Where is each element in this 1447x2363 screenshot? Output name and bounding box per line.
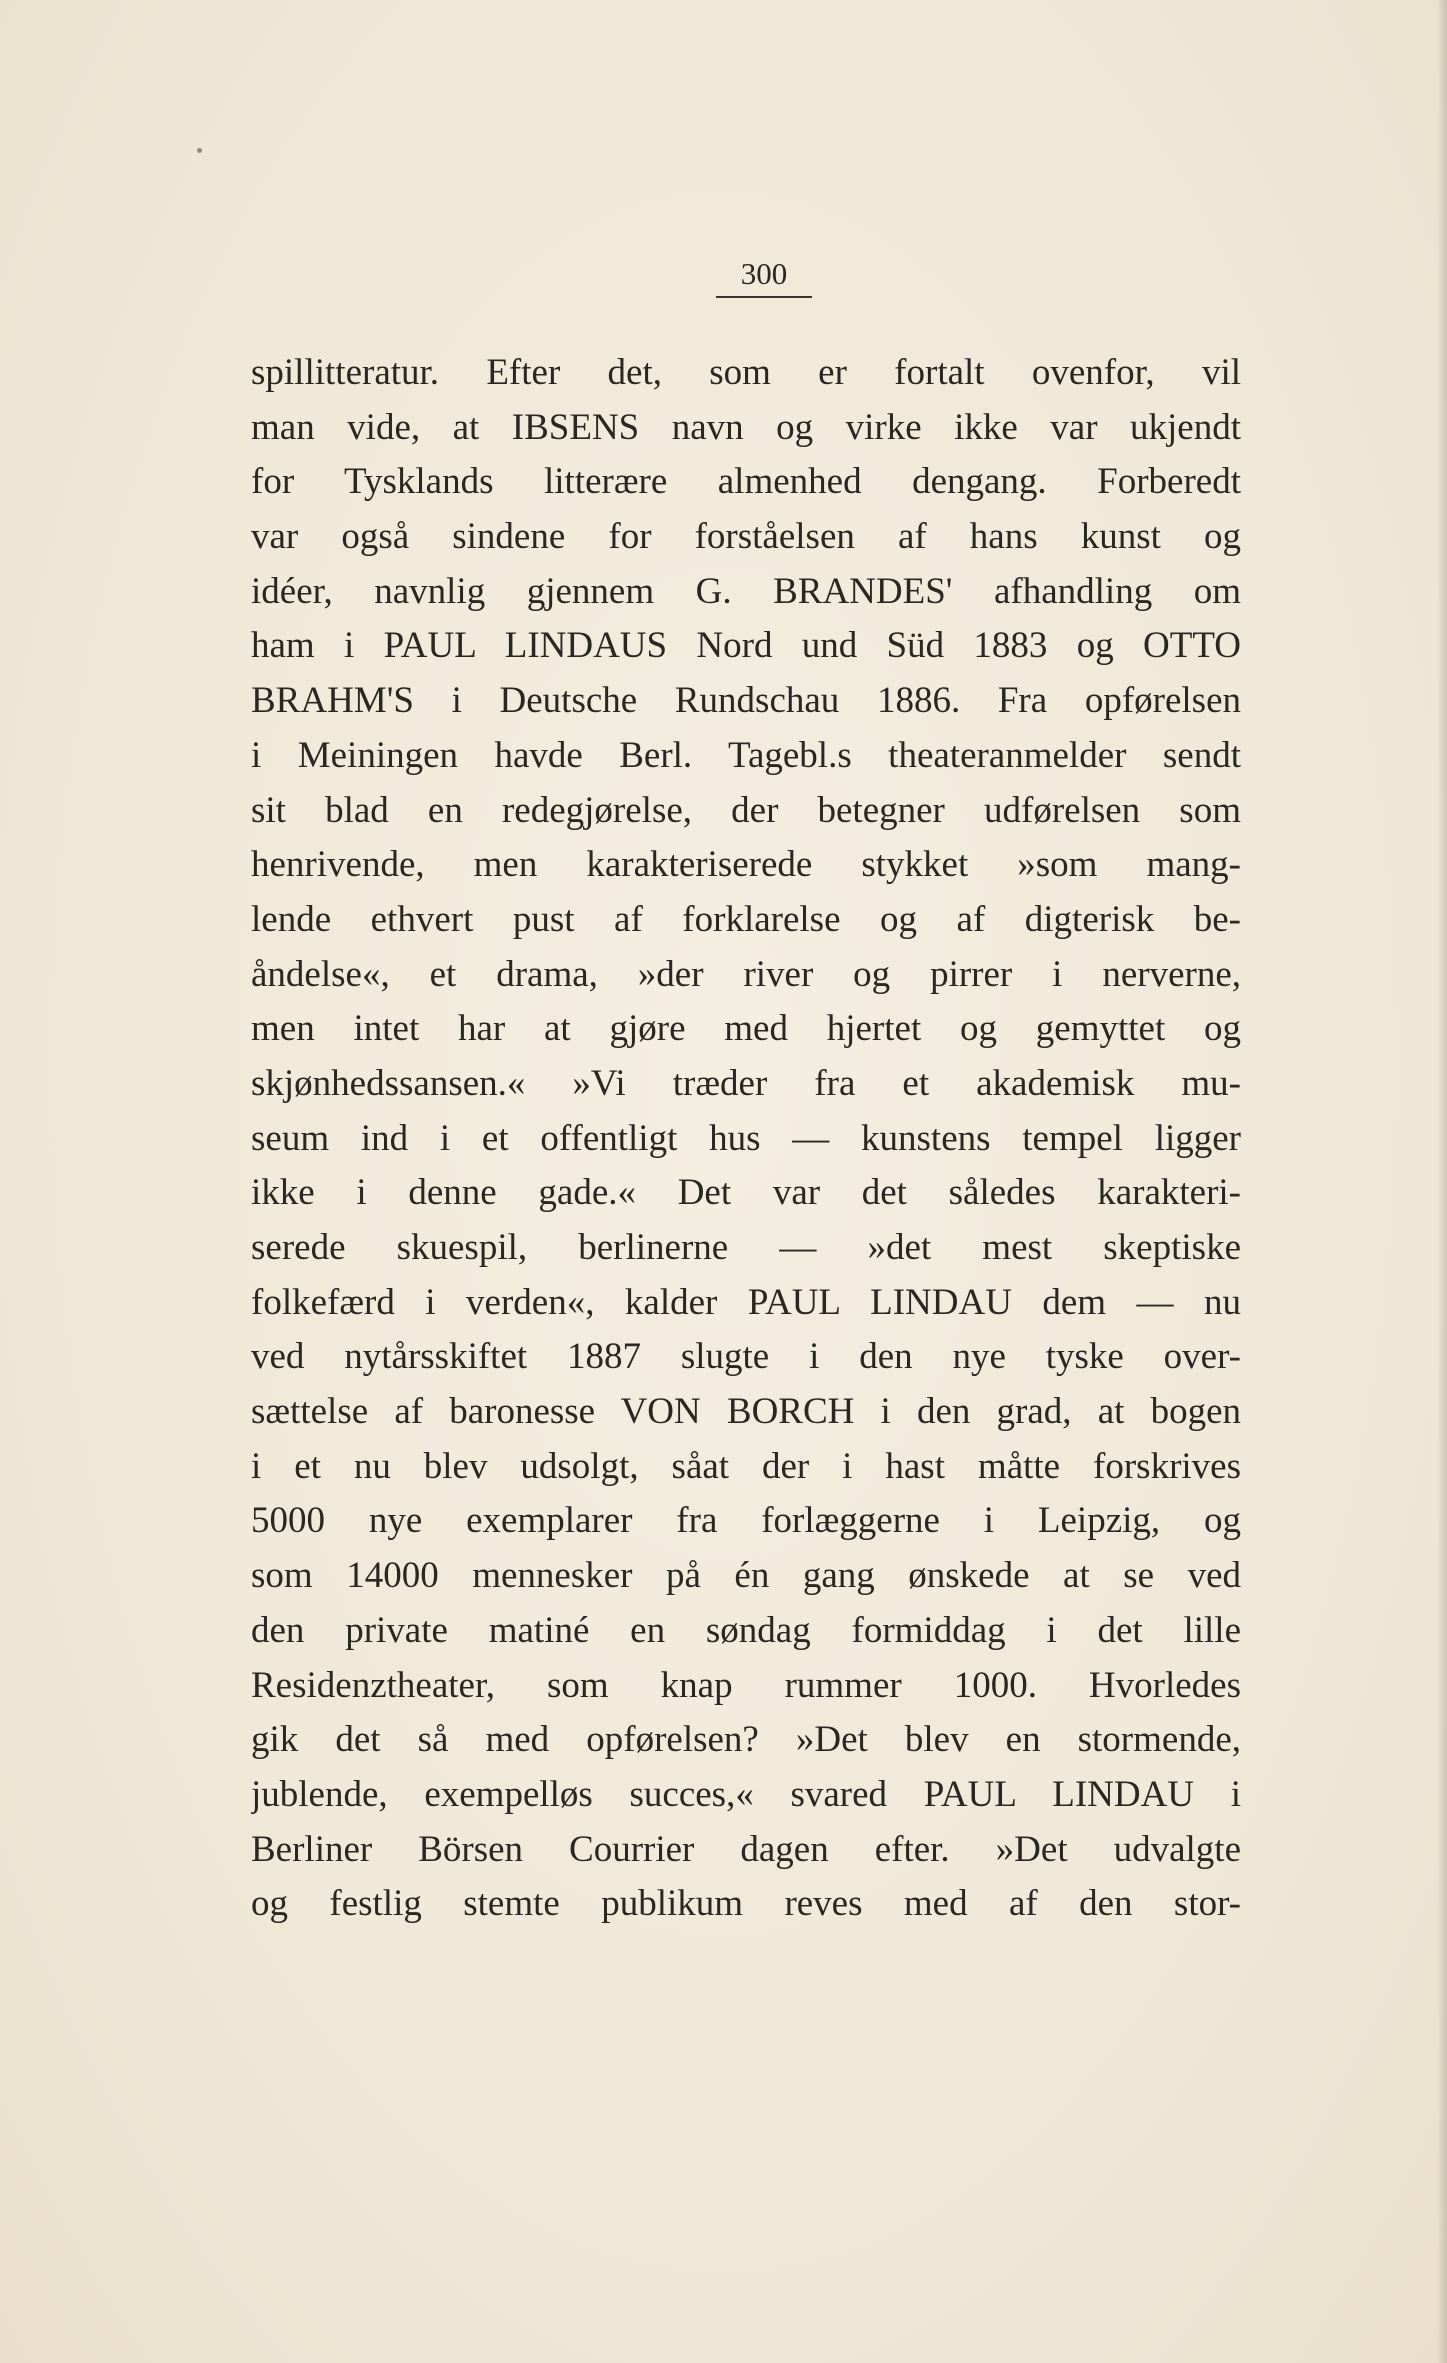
text-line: sit blad en redegjørelse, der betegner udførelsen som xyxy=(251,789,1241,831)
text-line: gik det så med opførelsen? »Det blev en stormende, xyxy=(251,1719,1241,1761)
text-line: spillitteratur. Efter det, som er fortalt ovenfor, vil xyxy=(251,352,1241,393)
text-line: henrivende, men karakteriserede stykket »som mang- xyxy=(251,844,1241,886)
text-line: sættelse af baronesse VON BORCH i den grad, at bogen xyxy=(251,1391,1241,1433)
text-line: ved nytårsskiftet 1887 slugte i den nye tyske over- xyxy=(251,1336,1241,1378)
text-line: og festlig stemte publikum reves med af den stor- xyxy=(251,1883,1241,1925)
text-line: ham i PAUL LINDAUS Nord und Süd 1883 og OTTO xyxy=(251,625,1241,667)
paper-speck xyxy=(197,148,202,153)
text-line: Berliner Börsen Courrier dagen efter. »Det udvalgte xyxy=(251,1828,1241,1870)
text-line: jublende, exempelløs succes,« svared PAUL LINDAU i xyxy=(251,1773,1241,1815)
text-line: åndelse«, et drama, »der river og pirrer i nerverne, xyxy=(251,953,1241,995)
text-line: i et nu blev udsolgt, såat der i hast måtte forskrives xyxy=(251,1445,1241,1487)
text-line: man vide, at IBSENS navn og virke ikke var ukjendt xyxy=(251,406,1241,448)
text-line: ikke i denne gade.« Det var det således karakteri- xyxy=(251,1172,1241,1214)
text-line: i Meiningen havde Berl. Tagebl.s theateranmelder sendt xyxy=(251,734,1241,776)
text-line: lende ethvert pust af forklarelse og af digterisk be- xyxy=(251,898,1241,940)
page-number-rule xyxy=(716,296,812,298)
text-line: BRAHM'S i Deutsche Rundschau 1886. Fra opførelsen xyxy=(251,680,1241,722)
text-line: skjønhedssansen.« »Vi træder fra et akademisk mu- xyxy=(251,1062,1241,1104)
text-line: 5000 nye exemplarer fra forlæggerne i Leipzig, og xyxy=(251,1500,1241,1542)
text-line: men intet har at gjøre med hjertet og gemyttet og xyxy=(251,1008,1241,1050)
body-text xyxy=(251,346,1241,1932)
text-line: idéer, navnlig gjennem G. BRANDES' afhandling om xyxy=(251,570,1241,612)
text-line: folkefærd i verden«, kalder PAUL LINDAU dem — nu xyxy=(251,1281,1241,1323)
page-number: 300 xyxy=(740,256,788,291)
page-edge-shadow xyxy=(1437,0,1447,2363)
text-line: seum ind i et offentligt hus — kunstens tempel ligger xyxy=(251,1117,1241,1159)
text-line: som 14000 mennesker på én gang ønskede at se ved xyxy=(251,1555,1241,1597)
text-line: den private matiné en søndag formiddag i det lille xyxy=(251,1609,1241,1651)
text-line: var også sindene for forståelsen af hans kunst og xyxy=(251,516,1241,558)
text-line: serede skuespil, berlinerne — »det mest skeptiske xyxy=(251,1227,1241,1268)
text-line: for Tysklands litterære almenhed dengang. Forberedt xyxy=(251,461,1241,503)
text-line: Residenztheater, som knap rummer 1000. Hvorledes xyxy=(251,1664,1241,1706)
